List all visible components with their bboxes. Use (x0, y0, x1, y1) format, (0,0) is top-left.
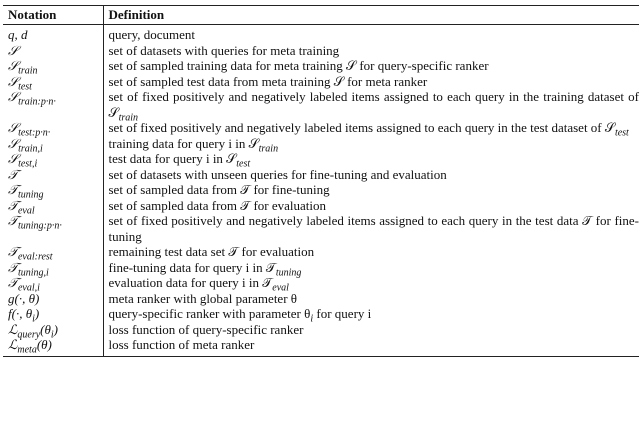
definition-cell: test data for query i in 𝒮$_{test}$ (108, 151, 251, 170)
notation-cell: 𝒯$_{tuning:p\cdot n\cdot}$ (3, 213, 103, 244)
definition-cell: set of fixed positively and negatively labeled items assigned to each query in the test data 𝒯 for fine-tuning (108, 213, 639, 244)
table-row (3, 74, 639, 90)
definition-cell: query-specific ranker with parameter $\theta_i$ for query i (108, 306, 372, 325)
table-row (3, 322, 639, 338)
table-row (3, 167, 639, 183)
table-row (3, 120, 639, 136)
table-row (3, 337, 639, 356)
notation-table (3, 5, 639, 357)
table-row (3, 151, 639, 167)
notation-cell: 𝒯 (3, 167, 103, 183)
definition-cell: remaining test data set 𝒯 for evaluation (108, 244, 315, 259)
table-row (3, 213, 639, 244)
definition-cell: set of sampled training data for meta training 𝒮 for query-specific ranker (108, 58, 489, 73)
notation-table-container (3, 5, 639, 357)
table-row (3, 275, 639, 291)
notation-cell: 𝒯$_{tuning,i}$ (3, 260, 103, 276)
definition-cell: meta ranker with global parameter θ (108, 290, 298, 306)
table-row (3, 244, 639, 260)
table-row (3, 43, 639, 59)
header-notation: Notation (3, 6, 103, 25)
notation-cell: 𝒮$_{train,i}$ (3, 136, 103, 152)
definition-cell: set of datasets with unseen queries for fine-tuning and evaluation (108, 166, 447, 182)
table-row (3, 306, 639, 322)
table-row (3, 182, 639, 198)
definition-cell: set of fixed positively and negatively labeled items assigned to each query in the test dataset of 𝒮$_{test}$ (108, 120, 629, 139)
table-row (3, 89, 639, 120)
notation-cell: 𝒯$_{tuning}$ (3, 182, 103, 198)
table-row (3, 260, 639, 276)
notation-cell: 𝒮 (3, 43, 103, 59)
definition-cell: fine-tuning data for query i in 𝒯$_{tuning}$ (108, 259, 302, 279)
notation-cell: ℒ$_{meta}$(θ) (3, 337, 103, 356)
notation-cell: f(·, $\theta_i$) (3, 306, 103, 322)
definition-cell: loss function of meta ranker (108, 337, 255, 352)
header-definition: Definition (108, 7, 165, 22)
definition-cell: set of sampled data from 𝒯 for fine-tuning (108, 182, 330, 197)
table-row (3, 25, 639, 43)
notation-cell: 𝒮$_{train}$ (3, 58, 103, 74)
notation-cell: 𝒮$_{test:p\cdot n\cdot}$ (3, 120, 103, 136)
table-row (3, 136, 639, 152)
table-row (3, 58, 639, 74)
notation-cell: 𝒯$_{eval}$ (3, 198, 103, 214)
definition-cell: set of sampled test data from meta training 𝒮 for meta ranker (108, 73, 428, 89)
notation-cell: 𝒮$_{train:p\cdot n\cdot}$ (3, 89, 103, 120)
notation-cell: g(·, θ) (3, 291, 103, 307)
notation-cell: 𝒮$_{test,i}$ (3, 151, 103, 167)
definition-cell: training data for query i in 𝒮$_{train}$ (108, 135, 279, 155)
definition-cell: query, document (108, 27, 196, 42)
table-row (3, 291, 639, 307)
notation-cell: 𝒯$_{eval,i}$ (3, 275, 103, 291)
notation-cell: q, d (3, 25, 103, 43)
notation-cell: $ℒ_{query}(\theta_i)$ (3, 322, 103, 338)
header-row (3, 6, 639, 25)
definition-cell: set of fixed positively and negatively labeled items assigned to each query in the training dataset of 𝒮$_{train}$ (108, 89, 639, 124)
definition-cell: set of sampled data from 𝒯 for evaluation (108, 197, 327, 213)
definition-cell: set of datasets with queries for meta training (108, 42, 340, 58)
notation-cell: 𝒮$_{test}$ (3, 74, 103, 90)
notation-cell: 𝒯$_{eval:rest}$ (3, 244, 103, 260)
definition-cell: loss function of query-specific ranker (108, 321, 304, 337)
definition-cell: evaluation data for query i in 𝒯$_{eval}$ (108, 275, 289, 294)
table-row (3, 198, 639, 214)
